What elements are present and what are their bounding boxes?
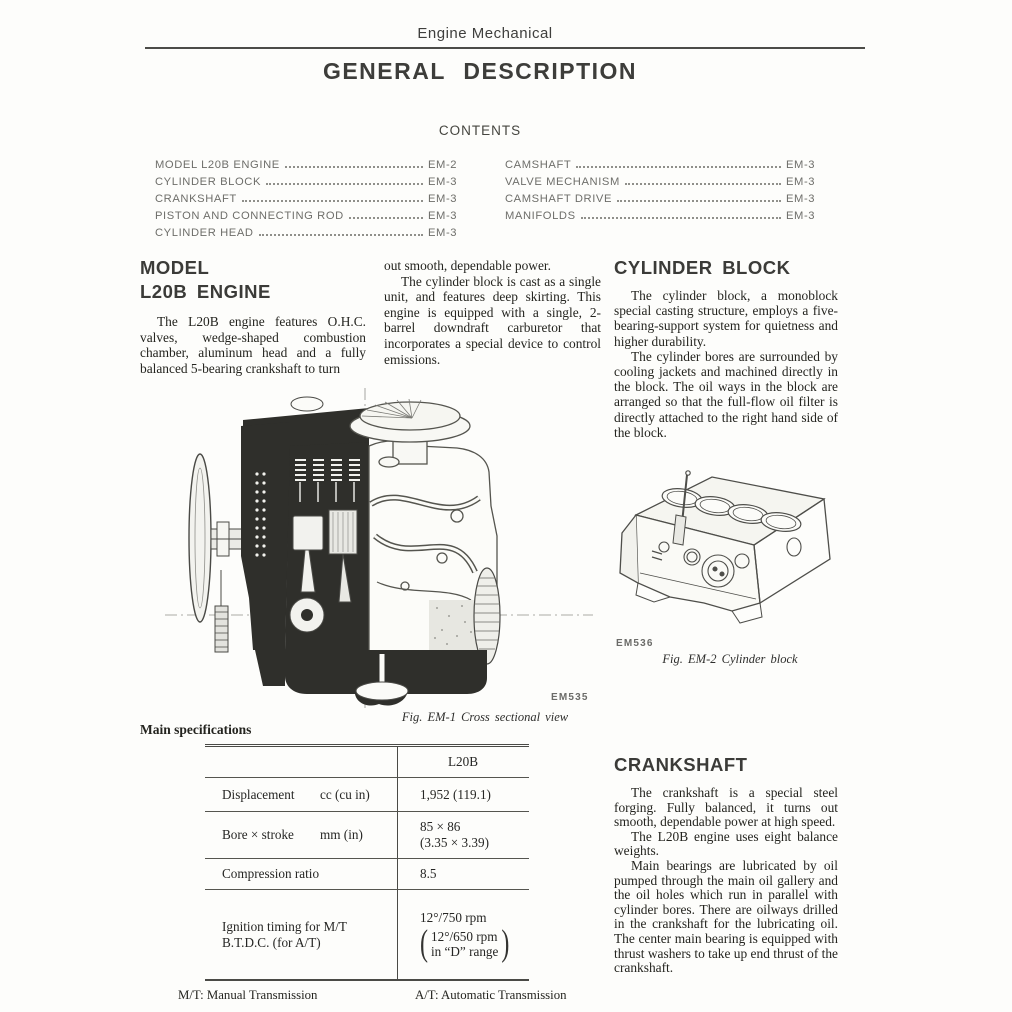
oil-pan [285, 650, 487, 706]
running-head: Engine Mechanical [417, 25, 553, 42]
page-title: GENERAL DESCRIPTION [322, 58, 638, 84]
toc-leader [266, 183, 423, 185]
row-label-line: Ignition timing for M/T [222, 918, 347, 934]
paragraph: out smooth, dependable power. [384, 258, 551, 273]
toc-leader [259, 234, 423, 236]
toc-leader [576, 166, 781, 168]
crank-pulley [215, 570, 228, 652]
toc-entry-title: CRANKSHAFT [155, 193, 237, 205]
toc-entry-title: VALVE MECHANISM [505, 176, 620, 188]
engine-cross-section-figure [157, 386, 600, 712]
toc-entry [505, 205, 820, 222]
toc-entry-page: EM-3 [786, 176, 816, 188]
spec-table [205, 744, 529, 981]
paragraph: The cylinder block is cast as a single unit, and features deep skirting. This engine is equipped with a single, 2-barrel downdraft carburetor that incorporates a special device to control emissions. [384, 273, 601, 367]
row-value-line: 85 × 86 [420, 819, 461, 834]
paragraph: The crankshaft is a special steel forging. Fully balanced, it turns out smooth, dependable power at high speed. [614, 785, 838, 830]
row-value-line: (3.35 × 3.39) [420, 835, 489, 850]
toc-entry [155, 171, 462, 188]
section-cylinder-block [614, 256, 838, 440]
figure-caption: Fig. EM-1 Cross sectional view [401, 710, 569, 724]
toc-entry-page: EM-3 [428, 176, 458, 188]
paragraph: The cylinder block, a monoblock special casting structure, employs a five-bearing-support system for quietness and higher durability. [614, 288, 838, 349]
table-row-compression [205, 859, 529, 890]
cylinder-block-drawing [612, 455, 838, 639]
toc-entry-page: EM-2 [428, 159, 458, 171]
toc-entry [505, 171, 820, 188]
toc-entry-page: EM-3 [786, 159, 816, 171]
toc-right-column [505, 154, 820, 222]
toc-entry-title: CAMSHAFT [505, 159, 572, 171]
engine-cross-section-dark-half [241, 397, 369, 686]
row-label: Bore × stroke [222, 827, 294, 842]
toc-leader [285, 166, 423, 168]
row-label: Displacement [222, 786, 295, 802]
paragraph: Main bearings are lubricated by oil pumped through the main oil gallery and the oil holes which run in parallel with cylinder bores. There are oilways drilled in the crankshaft for the lubricating oil. The center main bearing is equipped with thrust washers to take up end thrust of the crankshaft. [614, 857, 838, 976]
toc-entry-title: PISTON AND CONNECTING ROD [155, 210, 344, 222]
section-model-continuation [384, 258, 601, 367]
toc-left-column [155, 154, 462, 239]
toc-entry [155, 205, 462, 222]
footnote-at: A/T: Automatic Transmission [415, 988, 567, 1002]
row-unit: cc (cu in) [320, 786, 370, 802]
paragraph: The L20B engine uses eight balance weights. [614, 828, 838, 859]
flywheel [474, 568, 500, 664]
table-row-ignition-timing [205, 890, 529, 979]
header-rule [145, 47, 865, 49]
toc-entry-title: CAMSHAFT DRIVE [505, 193, 613, 205]
row-label-line: B.T.D.C. (for A/T) [222, 934, 321, 950]
footnote-mt: M/T: Manual Transmission [178, 988, 318, 1002]
ignition-at-line: 12°/650 rpm [431, 928, 498, 944]
toc-entry-title: CYLINDER BLOCK [155, 176, 262, 188]
toc-leader [581, 217, 781, 219]
figure-code: EM536 [616, 638, 654, 649]
paragraph: The L20B engine features O.H.C. valves, wedge-shaped combustion chamber, aluminum head and a fully balanced 5-bearing crankshaft to turn [140, 314, 366, 376]
cylinder-block-figure [612, 455, 838, 639]
ignition-at-line: in “D” range [431, 944, 499, 959]
heading-line: MODEL [140, 257, 210, 278]
section-crankshaft [614, 753, 838, 976]
contents-title: CONTENTS [438, 123, 522, 138]
section-heading: CRANKSHAFT [614, 754, 748, 775]
section-heading: CYLINDER BLOCK [614, 257, 791, 278]
toc-leader [617, 200, 781, 202]
section-model-l20b-engine [140, 256, 366, 376]
ignition-value-mt: 12°/750 rpm [420, 909, 487, 925]
figure-code: EM535 [551, 692, 589, 703]
toc-entry [155, 222, 462, 239]
toc-entry-title: CYLINDER HEAD [155, 227, 254, 239]
table-row-displacement [205, 778, 529, 812]
toc-entry-page: EM-3 [786, 210, 816, 222]
heading-line: L20B ENGINE [140, 281, 271, 302]
toc-entry [505, 154, 820, 171]
toc-entry-title: MANIFOLDS [505, 210, 576, 222]
table-header-model: L20B [447, 754, 479, 769]
fan-blade [189, 454, 211, 622]
section-heading [140, 256, 366, 304]
toc-entry [505, 188, 820, 205]
toc-entry [155, 154, 462, 171]
toc-entry-title: MODEL L20B ENGINE [155, 159, 280, 171]
paragraph: The cylinder bores are surrounded by cooling jackets and machined directly in the block. The oil ways in the block are arranged so that the full-flow oil filter is directly attached to the right hand side of the block. [614, 348, 838, 440]
row-label: Compression ratio [222, 866, 320, 881]
table-header-row [205, 747, 529, 778]
row-value: 1,952 (119.1) [420, 786, 491, 802]
table-row-bore-stroke [205, 812, 529, 859]
toc-entry [155, 188, 462, 205]
figure-caption: Fig. EM-2 Cylinder block [662, 652, 798, 666]
toc-entry-page: EM-3 [428, 227, 458, 239]
air-cleaner [350, 399, 470, 442]
toc-leader [242, 200, 423, 202]
engine-cross-section-drawing [157, 386, 600, 712]
toc-entry-page: EM-3 [428, 210, 458, 222]
close-paren: ) [501, 923, 510, 965]
toc-entry-page: EM-3 [786, 193, 816, 205]
toc-leader [349, 217, 423, 219]
row-unit: mm (in) [320, 827, 363, 842]
open-paren: ( [420, 923, 428, 965]
toc-entry-page: EM-3 [428, 193, 458, 205]
ignition-value-at [420, 923, 529, 965]
spec-table-title: Main specifications [140, 722, 252, 737]
toc-leader [625, 183, 781, 185]
row-value: 8.5 [420, 866, 437, 881]
